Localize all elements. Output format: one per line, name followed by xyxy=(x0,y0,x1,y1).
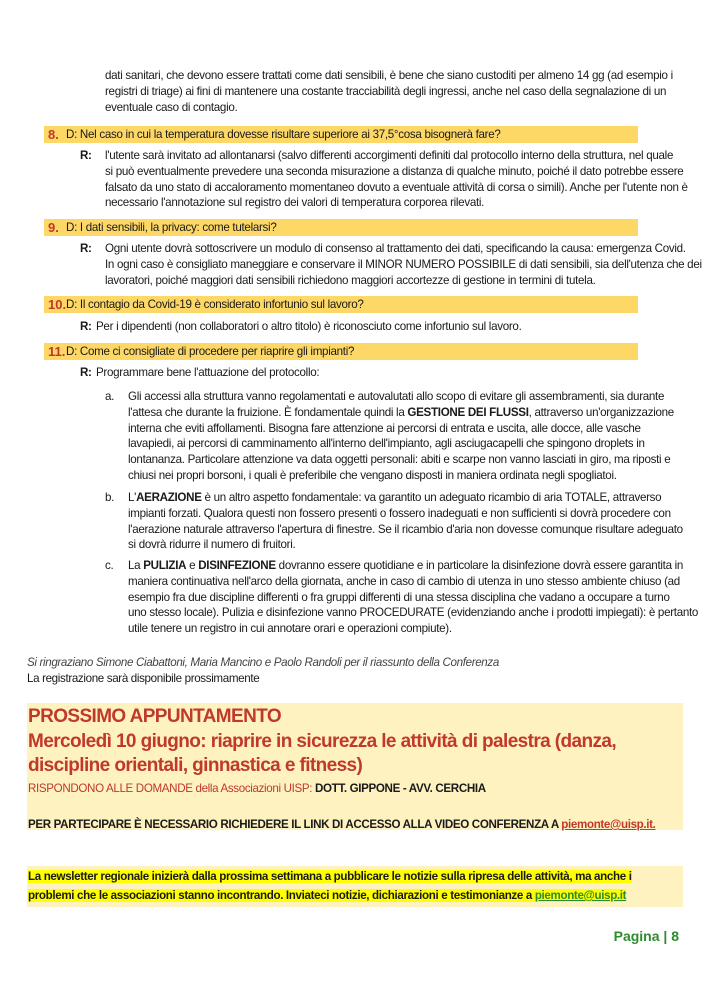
recording-note: La registrazione sarà disponibile prossimamente xyxy=(27,672,260,685)
text-line xyxy=(128,558,698,574)
text-line: interna che eviti affollamenti. Bisogna fare attenzione ai percorsi di entrata e uscita, alle docce, alle vasche xyxy=(128,421,641,435)
email-link[interactable]: piemonte@uisp.it xyxy=(534,889,627,902)
text-line xyxy=(28,886,632,905)
answer-text xyxy=(96,319,522,335)
email-link[interactable]: piemonte@uisp.it. xyxy=(561,818,656,831)
text-line: Ogni utente dovrà sottoscrivere un modulo di consenso al trattamento dei dati, specificando la causa: emergenza Covid. xyxy=(105,242,686,255)
text-line: necessario l'annotazione sul registro dei valori di temperatura corporea rilevati. xyxy=(105,196,485,210)
question-number: 8. xyxy=(48,127,59,142)
text-line: chiusi nei propri borsoni, i quali è preferibile che vengano disposti in maniera ordinata negli spogliatoi. xyxy=(128,468,617,482)
text-line: uno stesso locale). Pulizia e disinfezione vanno PROCEDURATE (evidenziando anche i prodotti impiegati): è pertanto xyxy=(128,606,699,620)
question-text: D: I dati sensibili, la privacy: come tutelarsi? xyxy=(66,221,277,234)
text-line: In ogni caso è consigliato maneggiare e conservare il MINOR NUMERO POSSIBILE di dati sensibili, sia dell'utenza che dei xyxy=(105,257,702,271)
text-span: , attraverso un'organizzazione xyxy=(528,405,674,419)
appointment-heading: PROSSIMO APPUNTAMENTO xyxy=(28,706,282,727)
question-text: D: Come ci consigliate di procedere per riaprire gli impianti? xyxy=(66,345,355,358)
speakers-intro: RISPONDONO ALLE DOMANDE della Associazioni UISP: xyxy=(28,782,315,795)
title-line: Mercoledì 10 giugno: riaprire in sicurezza le attività di palestra (danza, xyxy=(28,731,617,752)
list-item-b xyxy=(128,490,683,553)
text-line: l'aerazione naturale attraverso l'apertura di finestre. Se il ricambio d'aria non dovesse comunque risultare adeguato xyxy=(128,522,683,536)
list-item-c xyxy=(128,558,698,637)
text-line: dati sanitari, che devono essere trattati come dati sensibili, è bene che siano custoditi per almeno 14 gg (ad esempio i xyxy=(105,69,673,82)
answer-text xyxy=(96,365,319,381)
text-line: eventuale caso di contagio. xyxy=(105,100,238,114)
appointment-title xyxy=(28,730,616,778)
list-marker: a. xyxy=(105,390,114,403)
text-line: utile tenere un registro in cui annotare orari e operazioni compiute). xyxy=(128,622,452,636)
title-line: discipline orientali, ginnastica e fitness) xyxy=(28,755,363,776)
bold-term: GESTIONE DEI FLUSSI xyxy=(407,405,529,419)
highlighted-text: La newsletter regionale inizierà dalla prossima settimana a pubblicare le notizie sulla ripresa delle attività, ma anche i xyxy=(28,870,632,883)
answer-label: R: xyxy=(80,320,92,333)
text-line: Gli accessi alla struttura vanno regolamentati e autovalutati allo scopo di evitare gli assembramenti, sia durante xyxy=(128,390,665,403)
list-marker: b. xyxy=(105,491,114,504)
text-line: maniera continuativa nell'arco della giornata, anche in caso di cambio di utenza in uno stesso ambiente chiuso (ad xyxy=(128,574,680,588)
appointment-speakers xyxy=(28,782,486,795)
highlighted-text: problemi che le associazioni stanno incontrando. Inviateci notizie, dichiarazioni e testimonianze a xyxy=(28,889,535,902)
text-line: lontananza. Particolare attenzione va data oggetti personali: abiti e scarpe non vanno lasciati in giro, ma riposti e xyxy=(128,453,671,467)
appointment-participate xyxy=(28,818,656,831)
question-text: D: Il contagio da Covid-19 è considerato infortunio sul lavoro? xyxy=(66,298,364,311)
question-number: 10. xyxy=(48,297,67,312)
text-line xyxy=(28,867,632,886)
bold-term: AERAZIONE xyxy=(136,491,202,504)
text-span: e xyxy=(186,559,199,572)
text-span: l'attesa che durante la fruizione. È fondamentale quindi la xyxy=(128,405,408,419)
answer-text xyxy=(105,241,702,288)
bold-term: PULIZIA xyxy=(143,559,187,572)
text-span: L' xyxy=(128,491,137,504)
intro-paragraph xyxy=(105,68,673,115)
bold-term: DISINFEZIONE xyxy=(198,559,276,572)
question-text: D: Nel caso in cui la temperatura dovesse risultare superiore ai 37,5°cosa bisognerà fare? xyxy=(66,128,501,141)
text-line: Programmare bene l'attuazione del protocollo: xyxy=(96,366,320,379)
participate-text: PER PARTECIPARE È NECESSARIO RICHIEDERE IL LINK DI ACCESSO ALLA VIDEO CONFERENZA A xyxy=(28,818,562,831)
text-span: è un altro aspetto fondamentale: va garantito un adeguato ricambio di aria TOTALE, attraverso xyxy=(201,491,662,504)
answer-label: R: xyxy=(80,149,92,162)
speakers-names: DOTT. GIPPONE - AVV. CERCHIA xyxy=(314,782,486,795)
text-line: lavapiedi, ai percorsi di camminamento all'interno dell'impianto, agli asciugacapelli che spingono droplets in xyxy=(128,437,645,451)
answer-label: R: xyxy=(80,242,92,255)
text-span: dovranno essere quotidiane e in particolare la disinfezione dovrà essere garantita in xyxy=(275,559,684,572)
page-number: Pagina | 8 xyxy=(613,928,679,944)
thanks-note: Si ringraziano Simone Ciabattoni, Maria Mancino e Paolo Randoli per il riassunto della Conferenza xyxy=(27,656,499,669)
text-line xyxy=(128,405,674,421)
text-span: La xyxy=(128,559,144,572)
answer-text xyxy=(105,148,688,211)
text-line: esempio fra due discipline differenti o fra gruppi differenti di una stessa disciplina che vadano a occupare a turno xyxy=(128,590,670,604)
text-line: l'utente sarà invitato ad allontanarsi (salvo differenti accorgimenti definiti dal protocollo interno della struttura, nel quale xyxy=(105,149,674,162)
text-line: lavoratori, poiché maggiori dati sensibili richiedono maggiori accortezze di gestione in termini di tutela. xyxy=(105,273,596,287)
list-item-a xyxy=(128,389,674,484)
text-line: si può eventualmente prevedere una seconda misurazione a distanza di qualche minuto, poiché il dato potrebbe essere xyxy=(105,164,684,178)
text-line: si dovrà ridurre il numero di fruitori. xyxy=(128,538,296,552)
list-marker: c. xyxy=(105,559,114,572)
text-line: falsato da uno stato di accaloramento momentaneo dovuto a eventuale attività di corsa o simili). Anche per l'utente non è xyxy=(105,180,688,194)
text-line: registri di triage) ai fini di mantenere una costante tracciabilità degli ingressi, anche nel caso della segnalazione di un xyxy=(105,84,667,98)
text-line xyxy=(128,490,683,506)
newsletter-text xyxy=(28,867,632,905)
text-line: impianti forzati. Qualora questi non fossero presenti o fossero inadeguati e non sufficienti si dovrà procedere con xyxy=(128,506,671,520)
text-line: Per i dipendenti (non collaboratori o altro titolo) è riconosciuto come infortunio sul lavoro. xyxy=(96,320,522,333)
answer-label: R: xyxy=(80,366,92,379)
question-number: 11. xyxy=(48,344,66,359)
question-number: 9. xyxy=(48,220,59,235)
